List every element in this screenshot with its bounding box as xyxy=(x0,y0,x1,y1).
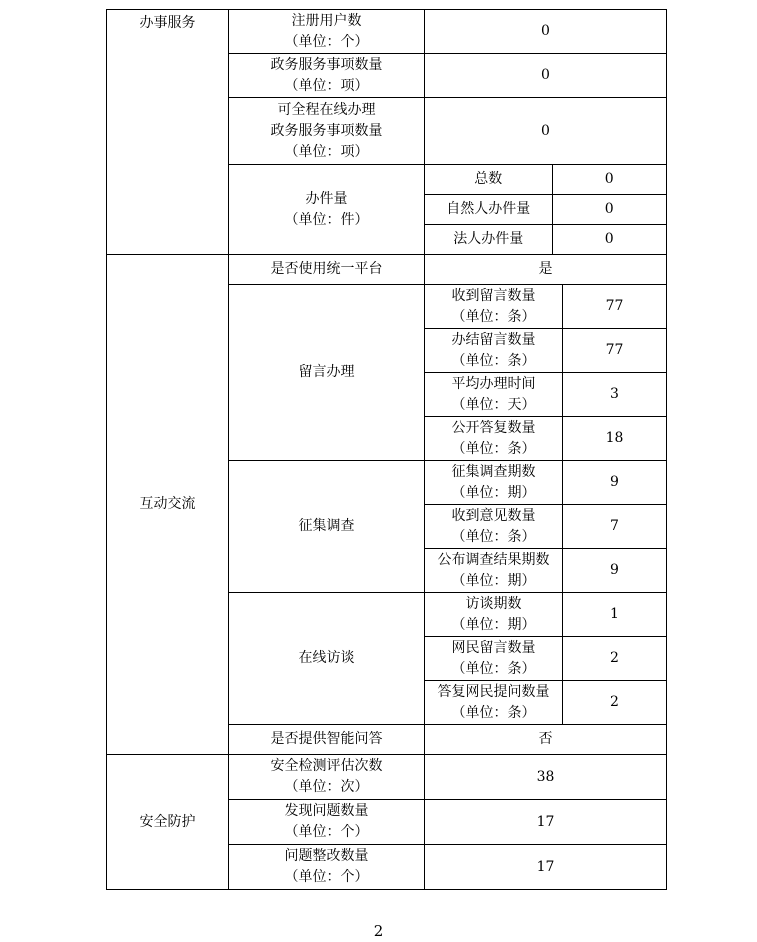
page-number: 2 xyxy=(373,922,384,940)
registered-users-value: 0 xyxy=(425,10,667,54)
interview-messages-value: 2 xyxy=(563,637,667,681)
workload-total-label: 总数 xyxy=(425,165,552,194)
security-checks-value: 38 xyxy=(425,755,667,800)
messages-public-value: 18 xyxy=(563,417,667,461)
workload-subtable-cell xyxy=(425,165,667,255)
smart-qa-value: 否 xyxy=(425,725,667,755)
workload-row-total xyxy=(425,165,666,194)
registered-users-label: 注册用户数 （单位：个） xyxy=(229,10,425,54)
security-issues-label: 发现问题数量 （单位：个） xyxy=(229,800,425,845)
survey-periods-label: 征集调查期数 （单位：期） xyxy=(425,461,563,505)
smart-qa-label: 是否提供智能问答 xyxy=(229,725,425,755)
messages-group-label: 留言办理 xyxy=(229,285,425,461)
survey-periods-value: 9 xyxy=(563,461,667,505)
survey-opinions-label: 收到意见数量 （单位：条） xyxy=(425,505,563,549)
table-row xyxy=(107,755,667,800)
survey-group-label: 征集调查 xyxy=(229,461,425,593)
messages-received-value: 77 xyxy=(563,285,667,329)
stats-table xyxy=(106,9,667,890)
workload-legal-label: 法人办件量 xyxy=(425,224,552,254)
workload-row-legal xyxy=(425,224,666,254)
security-fixed-value: 17 xyxy=(425,845,667,890)
unified-platform-label: 是否使用统一平台 xyxy=(229,255,425,285)
table-row xyxy=(107,255,667,285)
online-items-value: 0 xyxy=(425,98,667,165)
service-items-label: 政务服务事项数量 （单位：项） xyxy=(229,54,425,98)
workload-natural-value: 0 xyxy=(552,194,666,224)
unified-platform-value: 是 xyxy=(425,255,667,285)
messages-avg-time-value: 3 xyxy=(563,373,667,417)
survey-results-value: 9 xyxy=(563,549,667,593)
interview-periods-label: 访谈期数 （单位：期） xyxy=(425,593,563,637)
security-issues-value: 17 xyxy=(425,800,667,845)
online-items-label: 可全程在线办理 政务服务事项数量 （单位：项） xyxy=(229,98,425,165)
interview-replies-value: 2 xyxy=(563,681,667,725)
survey-results-label: 公布调查结果期数 （单位：期） xyxy=(425,549,563,593)
interview-group-label: 在线访谈 xyxy=(229,593,425,725)
section-interaction-title: 互动交流 xyxy=(107,255,229,755)
service-items-value: 0 xyxy=(425,54,667,98)
security-checks-label: 安全检测评估次数 （单位：次） xyxy=(229,755,425,800)
workload-natural-label: 自然人办件量 xyxy=(425,194,552,224)
messages-closed-label: 办结留言数量 （单位：条） xyxy=(425,329,563,373)
messages-received-label: 收到留言数量 （单位：条） xyxy=(425,285,563,329)
messages-closed-value: 77 xyxy=(563,329,667,373)
workload-total-value: 0 xyxy=(552,165,666,194)
workload-row-natural xyxy=(425,194,666,224)
section-security-title: 安全防护 xyxy=(107,755,229,890)
workload-legal-value: 0 xyxy=(552,224,666,254)
interview-periods-value: 1 xyxy=(563,593,667,637)
interview-replies-label: 答复网民提问数量 （单位：条） xyxy=(425,681,563,725)
security-fixed-label: 问题整改数量 （单位：个） xyxy=(229,845,425,890)
workload-label: 办件量 （单位：件） xyxy=(229,165,425,255)
messages-public-label: 公开答复数量 （单位：条） xyxy=(425,417,563,461)
survey-opinions-value: 7 xyxy=(563,505,667,549)
section-office-title: 办事服务 xyxy=(107,10,229,255)
workload-subtable xyxy=(425,165,666,254)
messages-avg-time-label: 平均办理时间 （单位：天） xyxy=(425,373,563,417)
table-row xyxy=(107,10,667,54)
interview-messages-label: 网民留言数量 （单位：条） xyxy=(425,637,563,681)
